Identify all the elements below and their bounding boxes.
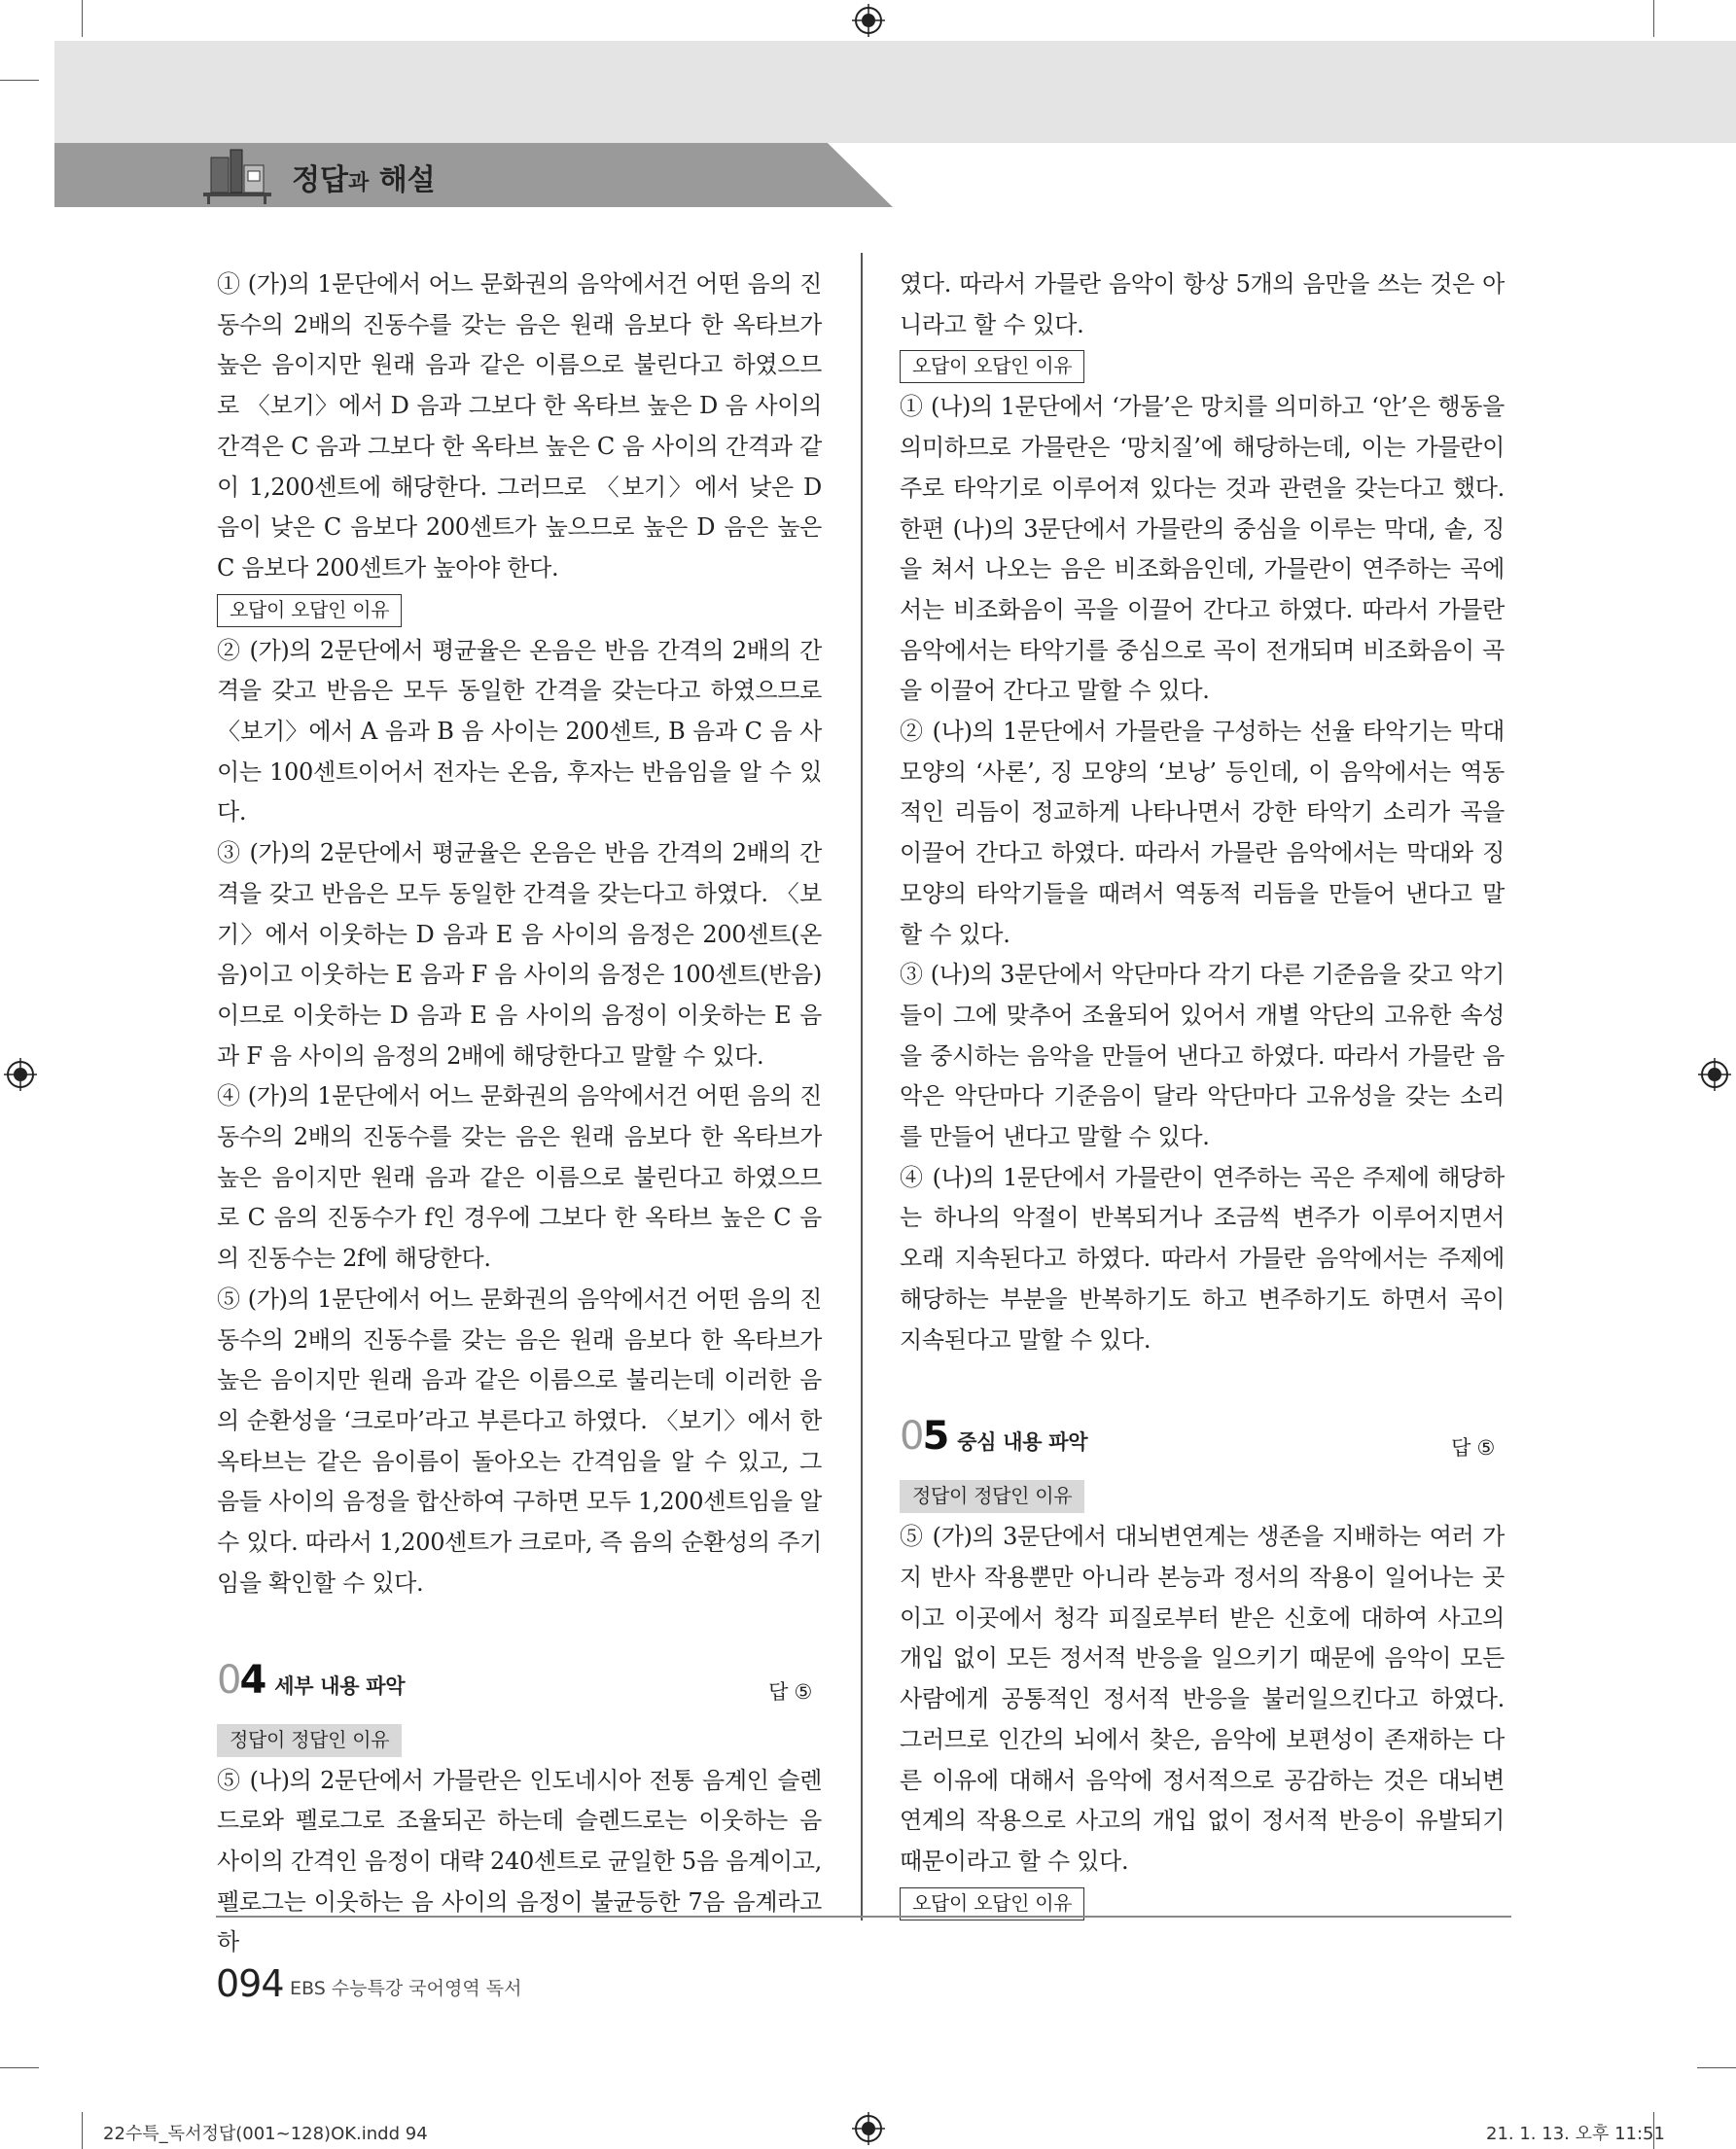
right-column	[900, 264, 1505, 1924]
question-title: 세부 내용 파악	[274, 1673, 406, 1698]
page-title: 정답과 해설	[292, 163, 436, 197]
question-heading: 05 중심 내용 파악 답 ⑤	[900, 1417, 1505, 1465]
paragraph: ② (가)의 2문단에서 평균율은 온음은 반음 간격의 2배의 간격을 갖고 반음은 모두 동일한 간격을 갖는다고 하였으므로 〈보기〉에서 A 음과 B 음 사이는 200센트, B 음과 C 음 사이는 100센트이어서 전자는 온음, 후자는 반음임을 알 수 있다.	[217, 636, 822, 827]
left-column	[217, 264, 822, 1963]
registration-mark-icon	[1698, 1058, 1731, 1091]
page-number: 094	[216, 1962, 284, 2005]
paragraph: 였다. 따라서 가믈란 음악이 항상 5개의 음만을 쓰는 것은 아니라고 할 수 있다.	[900, 270, 1505, 338]
section-label: 오답이 오답인 이유	[217, 594, 402, 627]
bottom-rule	[216, 1916, 1511, 1918]
paragraph: ③ (가)의 2문단에서 평균율은 온음은 반음 간격의 2배의 간격을 갖고 반음은 모두 동일한 간격을 갖는다고 하였다. 〈보기〉에서 이웃하는 D 음과 E 음 사이의 음정은 200센트(온음)이고 이웃하는 E 음과 F 음 사이의 음정은 100센트(반음)이므로 이웃하는 D 음과 E 음 사이의 음정이 이웃하는 E 음과 F 음 사이의 음정의 2배에 해당한다고 말할 수 있다.	[217, 839, 822, 1070]
book-title: EBS 수능특강 국어영역 독서	[290, 1978, 522, 1999]
slug-filename: 22수특_독서정답(001~128)OK.indd 94	[103, 2124, 428, 2144]
section-label: 오답이 오답인 이유	[900, 1887, 1084, 1920]
paragraph: ① (나)의 1문단에서 ‘가믈’은 망치를 의미하고 ‘안’은 행동을 의미하므로 가믈란은 ‘망치질’에 해당하는데, 이는 가믈란이 주로 타악기로 이루어져 있다는 것과 관련을 갖는다고 했다. 한편 (나)의 3문단에서 가믈란의 중심을 이루는 막대, 솥, 징을 쳐서 나오는 음은 비조화음인데, 가믈란이 연주하는 곡에서는 비조화음이 곡을 이끌어 간다고 하였다. 따라서 가믈란 음악에서는 타악기를 중심으로 곡이 전개되며 비조화음이 곡을 이끌어 간다고 말할 수 있다.	[900, 393, 1505, 705]
paragraph: ④ (가)의 1문단에서 어느 문화권의 음악에서건 어떤 음의 진동수의 2배의 진동수를 갖는 음은 원래 음보다 한 옥타브가 높은 음이지만 원래 음과 같은 이름으로 불린다고 하였으므로 C 음의 진동수가 f인 경우에 그보다 한 옥타브 높은 C 음의 진동수는 2f에 해당한다.	[217, 1082, 822, 1273]
answer-label: 답 ⑤	[768, 1679, 812, 1704]
paragraph: ④ (나)의 1문단에서 가믈란이 연주하는 곡은 주제에 해당하는 하나의 악절이 반복되거나 조금씩 변주가 이루어지면서 오래 지속된다고 하였다. 따라서 가믈란 음악에서는 주제에 해당하는 부분을 반복하기도 하고 변주하기도 하면서 곡이 지속된다고 말할 수 있다.	[900, 1163, 1505, 1354]
paragraph: ② (나)의 1문단에서 가믈란을 구성하는 선율 타악기는 막대 모양의 ‘사론’, 징 모양의 ‘보낭’ 등인데, 이 음악에서는 역동적인 리듬이 정교하게 나타나면서 강한 타악기 소리가 곡을 이끌어 간다고 하였다. 따라서 가믈란 음악에서는 막대와 징 모양의 타악기들을 때려서 역동적 리듬을 만들어 낸다고 말할 수 있다.	[900, 718, 1505, 948]
answer-label: 답 ⑤	[1451, 1436, 1495, 1461]
desk-illustration-icon	[199, 136, 275, 204]
slug-date: 21. 1. 13. 오후 11:51	[1486, 2124, 1665, 2144]
paragraph: ③ (나)의 3문단에서 악단마다 각기 다른 기준음을 갖고 악기들이 그에 맞추어 조율되어 있어서 개별 악단의 고유한 속성을 중시하는 음악을 만들어 낸다고 하였다. 따라서 가믈란 음악은 악단마다 기준음이 달라 악단마다 고유성을 갖는 소리를 만들어 낸다고 말할 수 있다.	[900, 961, 1505, 1151]
registration-mark-icon	[4, 1058, 37, 1091]
section-label: 정답이 정답인 이유	[900, 1480, 1084, 1513]
paragraph: ⑤ (가)의 3문단에서 대뇌변연계는 생존을 지배하는 여러 가지 반사 작용뿐만 아니라 본능과 정서의 작용이 일어나는 곳이고 이곳에서 청각 피질로부터 받은 신호에 대하여 사고의 개입 없이 모든 정서적 반응을 일으키기 때문에 음악이 모든 사람에게 공통적인 정서적 반응을 불러일으킨다고 하였다. 그러므로 인간의 뇌에서 찾은, 음악에 보편성이 존재하는 다른 이유에 대해서 음악에 정서적으로 공감하는 것은 대뇌변연계의 작용으로 사고의 개입 없이 정서적 반응이 유발되기 때문이라고 할 수 있다.	[900, 1523, 1505, 1875]
section-label: 오답이 오답인 이유	[900, 350, 1084, 383]
column-divider	[861, 253, 863, 1920]
paragraph: ⑤ (가)의 1문단에서 어느 문화권의 음악에서건 어떤 음의 진동수의 2배의 진동수를 갖는 음은 원래 음보다 한 옥타브가 높은 음이지만 원래 음과 같은 이름으로 불리는데 이러한 음의 순환성을 ‘크로마’라고 부른다고 하였다. 〈보기〉에서 한 옥타브는 같은 음이름이 돌아오는 간격임을 알 수 있고, 그 음들 사이의 음정을 합산하여 구하면 모두 1,200센트임을 알 수 있다. 따라서 1,200센트가 크로마, 즉 음의 순환성의 주기임을 확인할 수 있다.	[217, 1285, 822, 1597]
registration-mark-icon	[852, 4, 885, 37]
paragraph: ① (가)의 1문단에서 어느 문화권의 음악에서건 어떤 음의 진동수의 2배의 진동수를 갖는 음은 원래 음보다 한 옥타브가 높은 음이지만 원래 음과 같은 이름으로 불린다고 하였으므로 〈보기〉에서 D 음과 그보다 한 옥타브 높은 D 음 사이의 간격은 C 음과 그보다 한 옥타브 높은 C 음 사이의 간격과 같이 1,200센트에 해당한다. 그러므로 〈보기〉에서 낮은 D 음이 낮은 C 음보다 200센트가 높으므로 높은 D 음은 높은 C 음보다 200센트가 높아야 한다.	[217, 270, 822, 581]
paragraph: ⑤ (나)의 2문단에서 가믈란은 인도네시아 전통 음계인 슬렌드로와 펠로그로 조율되곤 하는데 슬렌드로는 이웃하는 음 사이의 간격인 음정이 대략 240센트로 균일한 5음 음계이고, 펠로그는 이웃하는 음 사이의 음정이 불균등한 7음 음계라고 하	[217, 1766, 822, 1956]
question-heading: 04 세부 내용 파악 답 ⑤	[217, 1661, 822, 1709]
section-label: 정답이 정답인 이유	[217, 1724, 402, 1757]
registration-mark-icon	[852, 2112, 885, 2145]
question-title: 중심 내용 파악	[957, 1430, 1088, 1455]
header-band	[54, 41, 1736, 143]
